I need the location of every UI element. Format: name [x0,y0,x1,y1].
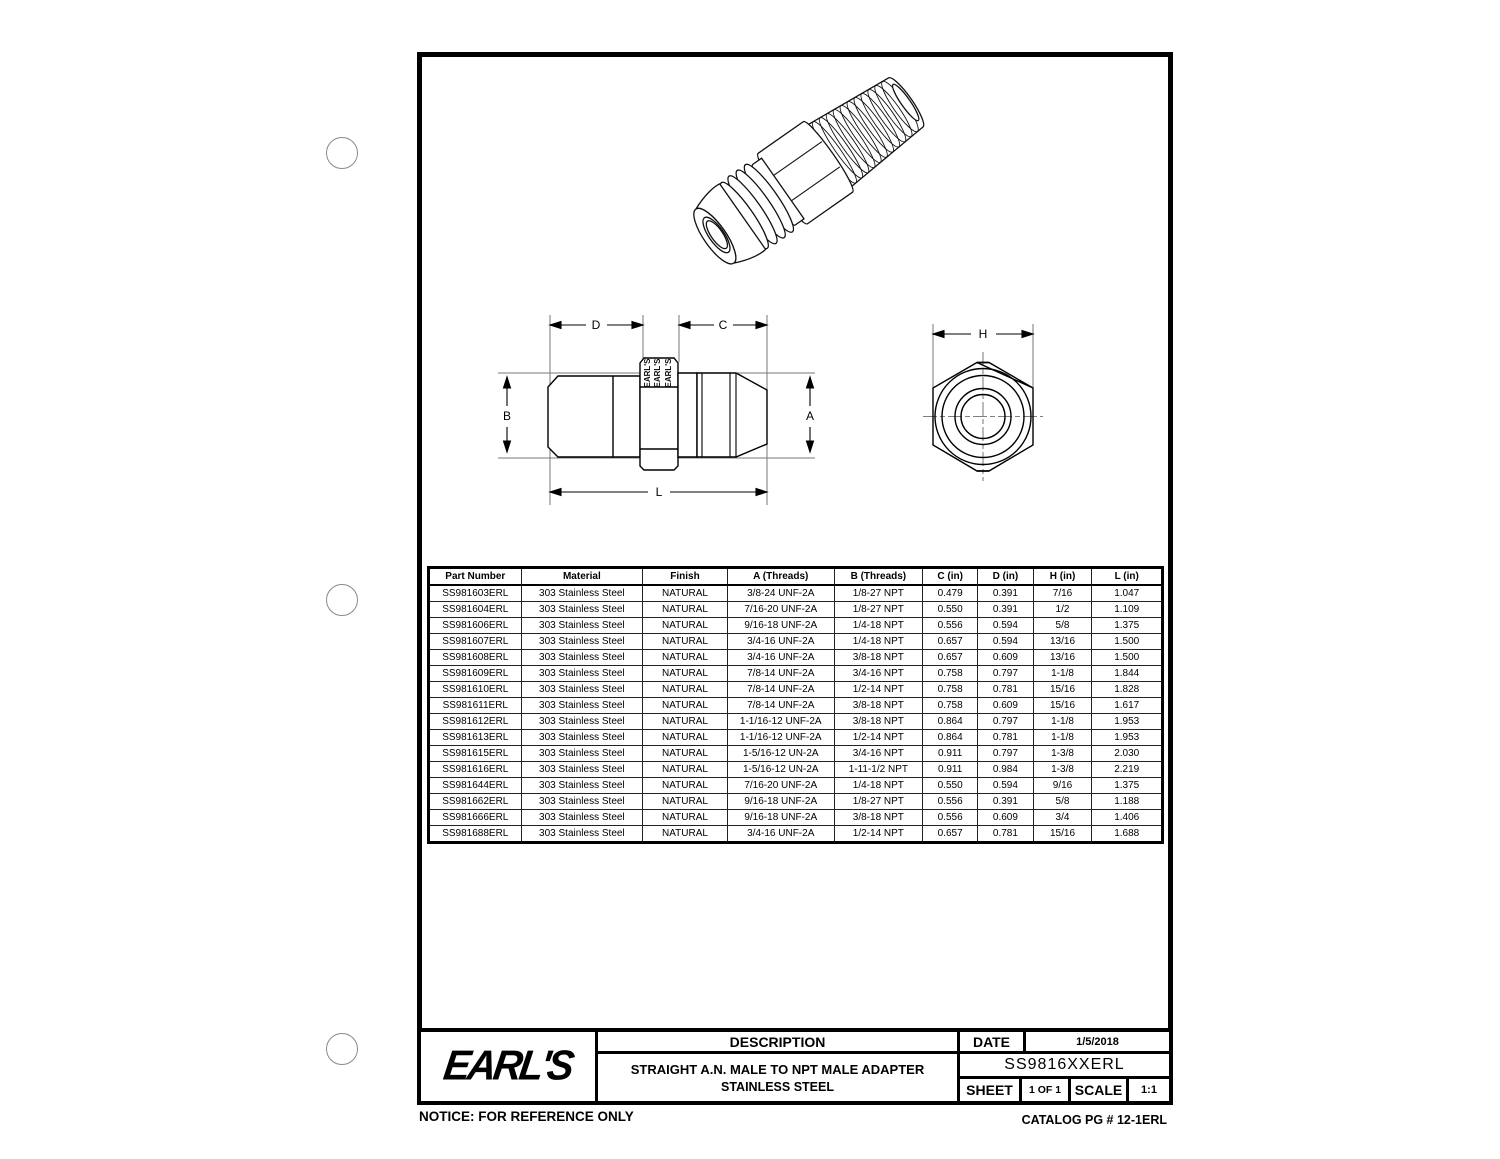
table-cell: NATURAL [643,698,728,714]
dim-label-d: D [591,318,601,332]
table-cell: 303 Stainless Steel [521,810,643,826]
table-cell: SS981606ERL [429,618,521,634]
table-cell: 303 Stainless Steel [521,682,643,698]
scale-value: 1:1 [1141,1084,1157,1096]
table-cell: 303 Stainless Steel [521,746,643,762]
table-cell: NATURAL [643,746,728,762]
table-cell: 2.219 [1092,762,1162,778]
table-cell: 0.781 [978,826,1033,843]
table-cell: NATURAL [643,810,728,826]
table-cell: 1/2-14 NPT [834,682,922,698]
table-header-cell: Part Number [429,568,521,585]
table-cell: 0.556 [923,794,978,810]
table-cell: NATURAL [643,762,728,778]
table-cell: 303 Stainless Steel [521,762,643,778]
table-cell: 1/4-18 NPT [834,634,922,650]
earls-logo: EARL'S [441,1042,575,1090]
side-view [498,315,815,505]
table-cell: 0.609 [978,810,1033,826]
table-cell: 3/8-18 NPT [834,810,922,826]
table-cell: 0.758 [923,666,978,682]
table-cell: 3/8-18 NPT [834,698,922,714]
table-cell: 0.556 [923,810,978,826]
table-cell: 1-5/16-12 UN-2A [727,746,834,762]
table-row [429,602,1162,618]
dim-label-a: A [805,409,815,423]
table-cell: 7/8-14 UNF-2A [727,698,834,714]
table-cell: 1/8-27 NPT [834,794,922,810]
engraving-text: EARL'S [653,358,662,388]
table-cell: 1.617 [1092,698,1162,714]
table-cell: SS981688ERL [429,826,521,843]
table-header-cell: C (in) [923,568,978,585]
table-header-cell: A (Threads) [727,568,834,585]
hex-end-view [923,324,1043,481]
table-cell: 3/4-16 UNF-2A [727,826,834,843]
date-row [960,1032,1169,1054]
table-row [429,585,1162,602]
table-row [429,666,1162,682]
table-cell: 0.657 [923,650,978,666]
part-number: SS9816XXERL [1004,1056,1125,1073]
table-cell: SS981604ERL [429,602,521,618]
table-cell: 1-5/16-12 UN-2A [727,762,834,778]
table-row [429,762,1162,778]
table-cell: 1/8-27 NPT [834,602,922,618]
table-row [429,826,1162,843]
table-cell: 1.109 [1092,602,1162,618]
table-cell: 0.594 [978,634,1033,650]
sheet-value: 1 OF 1 [1022,1079,1071,1101]
table-cell: SS981611ERL [429,698,521,714]
table-cell: SS981612ERL [429,714,521,730]
table-cell: 0.391 [978,602,1033,618]
table-row [429,634,1162,650]
table-cell: SS981613ERL [429,730,521,746]
notice-text: NOTICE: FOR REFERENCE ONLY [419,1109,634,1124]
table-cell: 0.781 [978,682,1033,698]
table-cell: 1.688 [1092,826,1162,843]
table-row [429,810,1162,826]
table-cell: 7/16-20 UNF-2A [727,778,834,794]
table-cell: 1.375 [1092,618,1162,634]
table-cell: NATURAL [643,714,728,730]
punch-hole [326,1033,358,1065]
table-row [429,794,1162,810]
table-header-cell: Material [521,568,643,585]
table-cell: SS981616ERL [429,762,521,778]
table-cell: 3/4-16 UNF-2A [727,634,834,650]
table-row [429,650,1162,666]
table-cell: 303 Stainless Steel [521,826,643,843]
table-cell: 0.609 [978,698,1033,714]
table-cell: SS981666ERL [429,810,521,826]
dim-label-c: C [718,318,728,332]
table-cell: 0.556 [923,618,978,634]
date-label: DATE [960,1032,1026,1051]
table-cell: 1.953 [1092,730,1162,746]
table-cell: NATURAL [643,778,728,794]
table-cell: 303 Stainless Steel [521,778,643,794]
table-cell: 0.797 [978,714,1033,730]
table-row [429,618,1162,634]
table-cell: 0.391 [978,794,1033,810]
table-cell: 5/8 [1033,618,1092,634]
table-cell: 1/2-14 NPT [834,730,922,746]
table-cell: 303 Stainless Steel [521,650,643,666]
table-cell: 0.797 [978,666,1033,682]
table-cell: 3/8-18 NPT [834,714,922,730]
table-header-row [429,568,1162,585]
table-cell: 0.657 [923,826,978,843]
table-cell: 15/16 [1033,698,1092,714]
table-cell: 9/16-18 UNF-2A [727,794,834,810]
logo-cell [421,1032,598,1101]
table-cell: SS981603ERL [429,585,521,602]
table-cell: 3/8-24 UNF-2A [727,585,834,602]
table-cell: 0.797 [978,746,1033,762]
dim-label-h: H [978,327,988,341]
table-cell: 0.391 [978,585,1033,602]
table-cell: 1.375 [1092,778,1162,794]
technical-drawing [417,52,1163,562]
table-cell: 1-11-1/2 NPT [834,762,922,778]
table-cell: 1.500 [1092,650,1162,666]
table-cell: 0.911 [923,746,978,762]
catalog-ref: CATALOG PG # 12-1ERL [1021,1113,1167,1127]
table-cell: 303 Stainless Steel [521,618,643,634]
table-cell: NATURAL [643,730,728,746]
table-row [429,714,1162,730]
isometric-view [681,64,936,278]
table-cell: NATURAL [643,794,728,810]
table-cell: 7/8-14 UNF-2A [727,682,834,698]
table-cell: 7/16 [1033,585,1092,602]
table-row [429,746,1162,762]
table-cell: 9/16-18 UNF-2A [727,618,834,634]
table-cell: 0.550 [923,778,978,794]
table-cell: 1-1/8 [1033,714,1092,730]
table-row [429,730,1162,746]
table-cell: 303 Stainless Steel [521,602,643,618]
table-cell: 0.781 [978,730,1033,746]
date-value: 1/5/2018 [1076,1035,1119,1048]
table-cell: 3/4-16 UNF-2A [727,650,834,666]
table-cell: 0.758 [923,698,978,714]
table-cell: 1-1/16-12 UNF-2A [727,730,834,746]
description-section [598,1032,957,1101]
table-header-cell: B (Threads) [834,568,922,585]
table-cell: 1.500 [1092,634,1162,650]
table-cell: NATURAL [643,826,728,843]
table-cell: 303 Stainless Steel [521,730,643,746]
table-cell: 15/16 [1033,682,1092,698]
table-cell: SS981608ERL [429,650,521,666]
table-row [429,682,1162,698]
table-cell: NATURAL [643,602,728,618]
engraving-text: EARL'S [643,358,652,388]
table-cell: 1-1/8 [1033,730,1092,746]
table-cell: 303 Stainless Steel [521,698,643,714]
table-cell: SS981609ERL [429,666,521,682]
table-row [429,778,1162,794]
table-cell: 3/4 [1033,810,1092,826]
table-cell: 1.828 [1092,682,1162,698]
table-cell: 1.844 [1092,666,1162,682]
table-cell: 1.406 [1092,810,1162,826]
table-cell: 303 Stainless Steel [521,634,643,650]
table-cell: 0.758 [923,682,978,698]
sheet-scale-row [960,1079,1169,1101]
table-cell: NATURAL [643,618,728,634]
description-label: DESCRIPTION [598,1032,957,1054]
table-row [429,698,1162,714]
table-cell: SS981662ERL [429,794,521,810]
table-cell: 3/4-16 NPT [834,746,922,762]
table-cell: 1-1/16-12 UNF-2A [727,714,834,730]
description-body [598,1054,957,1101]
table-cell: 5/8 [1033,794,1092,810]
table-header-cell: D (in) [978,568,1033,585]
table-cell: 0.984 [978,762,1033,778]
table-cell: 303 Stainless Steel [521,585,643,602]
table-cell: 0.594 [978,778,1033,794]
table-cell: 1.953 [1092,714,1162,730]
table-cell: SS981615ERL [429,746,521,762]
punch-hole [326,584,358,616]
table-cell: 7/8-14 UNF-2A [727,666,834,682]
table-cell: 1-1/8 [1033,666,1092,682]
table-cell: 13/16 [1033,650,1092,666]
table-cell: 1/4-18 NPT [834,618,922,634]
table-cell: 1/8-27 NPT [834,585,922,602]
table-cell: 0.864 [923,730,978,746]
table-cell: 0.479 [923,585,978,602]
table-cell: 1/2 [1033,602,1092,618]
spec-table [428,567,1163,843]
dim-label-l: L [655,485,663,499]
table-header-cell: L (in) [1092,568,1162,585]
table-cell: NATURAL [643,682,728,698]
table-cell: 1.047 [1092,585,1162,602]
table-cell: NATURAL [643,585,728,602]
dim-label-b: B [502,409,512,423]
table-cell: 0.609 [978,650,1033,666]
table-cell: 0.657 [923,634,978,650]
table-header-cell: Finish [643,568,728,585]
table-cell: SS981644ERL [429,778,521,794]
table-cell: 303 Stainless Steel [521,714,643,730]
scale-label: SCALE [1071,1079,1129,1101]
description-line2: STAINLESS STEEL [721,1079,834,1094]
engraving-text: EARL'S [664,358,673,388]
punch-hole [326,137,358,169]
table-cell: 1/2-14 NPT [834,826,922,843]
table-body [429,585,1162,842]
table-cell: 1-3/8 [1033,746,1092,762]
table-cell: 303 Stainless Steel [521,794,643,810]
table-cell: 0.864 [923,714,978,730]
table-cell: 3/8-18 NPT [834,650,922,666]
title-block [417,1028,1173,1105]
table-cell: 3/4-16 NPT [834,666,922,682]
table-cell: 0.594 [978,618,1033,634]
table-cell: 0.911 [923,762,978,778]
table-cell: 15/16 [1033,826,1092,843]
table-cell: 13/16 [1033,634,1092,650]
table-cell: 1.188 [1092,794,1162,810]
table-cell: 1/4-18 NPT [834,778,922,794]
table-cell: 9/16 [1033,778,1092,794]
table-header-cell: H (in) [1033,568,1092,585]
hex-engraving [643,358,673,388]
table-cell: 0.550 [923,602,978,618]
table-cell: NATURAL [643,666,728,682]
sheet-label: SHEET [960,1079,1022,1101]
table-cell: NATURAL [643,650,728,666]
table-cell: SS981610ERL [429,682,521,698]
info-section [957,1032,1169,1101]
part-number-row [960,1054,1169,1079]
description-line1: STRAIGHT A.N. MALE TO NPT MALE ADAPTER [630,1061,925,1077]
table-cell: NATURAL [643,634,728,650]
table-cell: 303 Stainless Steel [521,666,643,682]
table-cell: 2.030 [1092,746,1162,762]
table-cell: 1-3/8 [1033,762,1092,778]
table-cell: 7/16-20 UNF-2A [727,602,834,618]
table-cell: SS981607ERL [429,634,521,650]
table-cell: 9/16-18 UNF-2A [727,810,834,826]
